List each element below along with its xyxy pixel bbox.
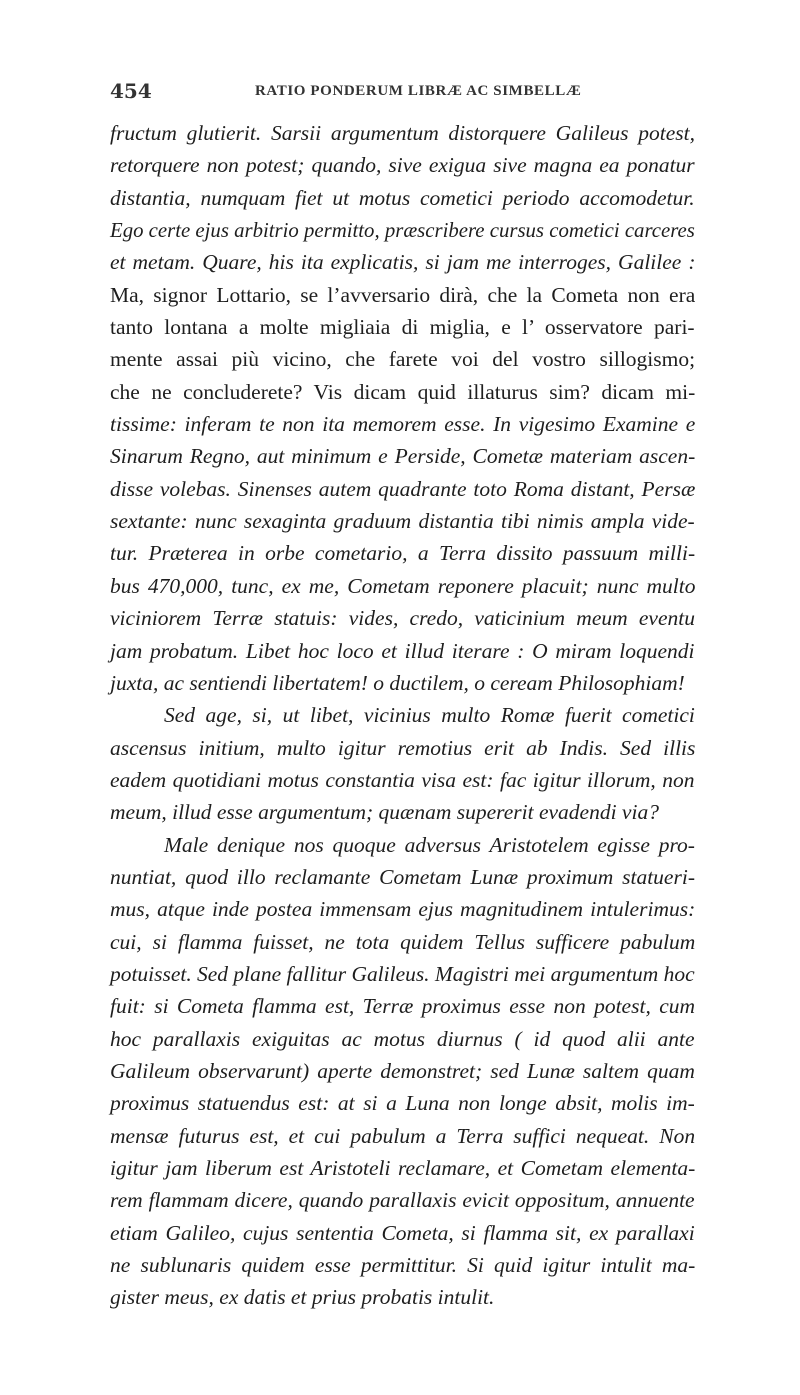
text-line: hoc parallaxis exiguitas ac motus diurnus ( id quod alii ante xyxy=(110,1026,695,1051)
running-head xyxy=(110,79,692,103)
text-line: mus, atque inde postea immensam ejus magnitudinem intulerimus: xyxy=(110,897,696,922)
text-line: che ne concluderete? Vis dicam quid illaturus sim? dicam mi- xyxy=(110,379,696,404)
text-line: tur. Præterea in orbe cometario, a Terra dissito passuum milli- xyxy=(110,541,696,566)
text-line: etiam Galileo, cujus sententia Cometa, si flamma sit, ex parallaxi xyxy=(110,1220,695,1245)
text-line: viciniorem Terræ statuis: vides, credo, vaticinium meum eventu xyxy=(110,606,695,631)
text-line: ne sublunaris quidem esse permittitur. Si quid igitur intulit ma- xyxy=(110,1253,696,1278)
text-line: distantia, numquam fiet ut motus cometici periodo accomodetur. xyxy=(110,185,695,210)
text-line: Galileum observarunt) aperte demonstret; sed Lunæ saltem quam xyxy=(110,1058,695,1083)
text-line: ascensus initium, multo igitur remotius erit ab Indis. Sed illis xyxy=(110,735,696,760)
page-number: 454 xyxy=(110,79,152,103)
text-line: tanto lontana a molte migliaia di miglia, e l’ osservatore pari- xyxy=(110,315,695,340)
text-line: jam probatum. Libet hoc loco et illud iterare : O miram loquendi xyxy=(110,638,695,663)
text-line: gister meus, ex datis et prius probatis intulit. xyxy=(110,1285,495,1310)
text-line: fuit: si Cometa flamma est, Terræ proximus esse non potest, cum xyxy=(110,994,696,1019)
running-title: RATIO PONDERUM LIBRÆ AC SIMBELLÆ xyxy=(255,83,582,99)
text-line: nuntiat, quod illo reclamante Cometam Lunæ proximum statueri- xyxy=(110,864,695,889)
text-line: retorquere non potest; quando, sive exigua sive magna ea ponatur xyxy=(110,153,695,178)
text-line: tissime: inferam te non ita memorem esse. In vigesimo Examine e xyxy=(110,412,696,437)
text-line: Male denique nos quoque adversus Aristotelem egisse pro- xyxy=(164,832,695,857)
text-line: Sinarum Regno, aut minimum e Perside, Cometæ materiam ascen- xyxy=(110,444,696,469)
text-line: igitur jam liberum est Aristoteli reclamare, et Cometam elementa- xyxy=(110,1156,696,1180)
text-line: Sed age, si, ut libet, vicinius multo Romæ fuerit cometici xyxy=(164,703,695,728)
text-line: eadem quotidiani motus constantia visa est: fac igitur illorum, non xyxy=(110,767,695,792)
text-line: Ego certe ejus arbitrio permitto, præscribere cursus cometici carceres xyxy=(110,218,695,243)
text-line: fructum glutierit. Sarsii argumentum distorquere Galileus potest, xyxy=(110,121,695,145)
text-line: bus 470,000, tunc, ex me, Cometam reponere placuit; nunc multo xyxy=(110,573,696,598)
text-line: juxta, ac sentiendi libertatem! o ductilem, o ceream Philosophiam! xyxy=(110,670,685,695)
text-line: sextante: nunc sexaginta graduum distantia tibi nimis ampla vide- xyxy=(110,509,695,534)
text-line: rem flammam dicere, quando parallaxis evicit oppositum, annuente xyxy=(110,1188,695,1213)
text-line: proximus statuendus est: at si a Luna non longe absit, molis im- xyxy=(110,1091,695,1116)
text-line: mensæ futurus est, et cui pabulum a Terra suffici nequeat. Non xyxy=(110,1123,696,1148)
text-line: mente assai più vicino, che farete voi del vostro sillogismo; xyxy=(110,347,696,372)
text-line: potuisset. Sed plane fallitur Galileus. Magistri mei argumentum hoc xyxy=(110,961,695,986)
text-line: disse volebas. Sinenses autem quadrante toto Roma distant, Persæ xyxy=(110,476,696,501)
text-line: et metam. Quare, his ita explicatis, si jam me interroges, Galilee : xyxy=(110,250,696,275)
text-line: meum, illud esse argumentum; quænam supererit evadendi via? xyxy=(110,800,659,825)
body-text xyxy=(110,117,695,1314)
text-line: Ma, signor Lottario, se l’avversario dirà, che la Cometa non era xyxy=(110,282,696,307)
text-line: cui, si flamma fuisset, ne tota quidem Tellus sufficere pabulum xyxy=(110,929,696,954)
